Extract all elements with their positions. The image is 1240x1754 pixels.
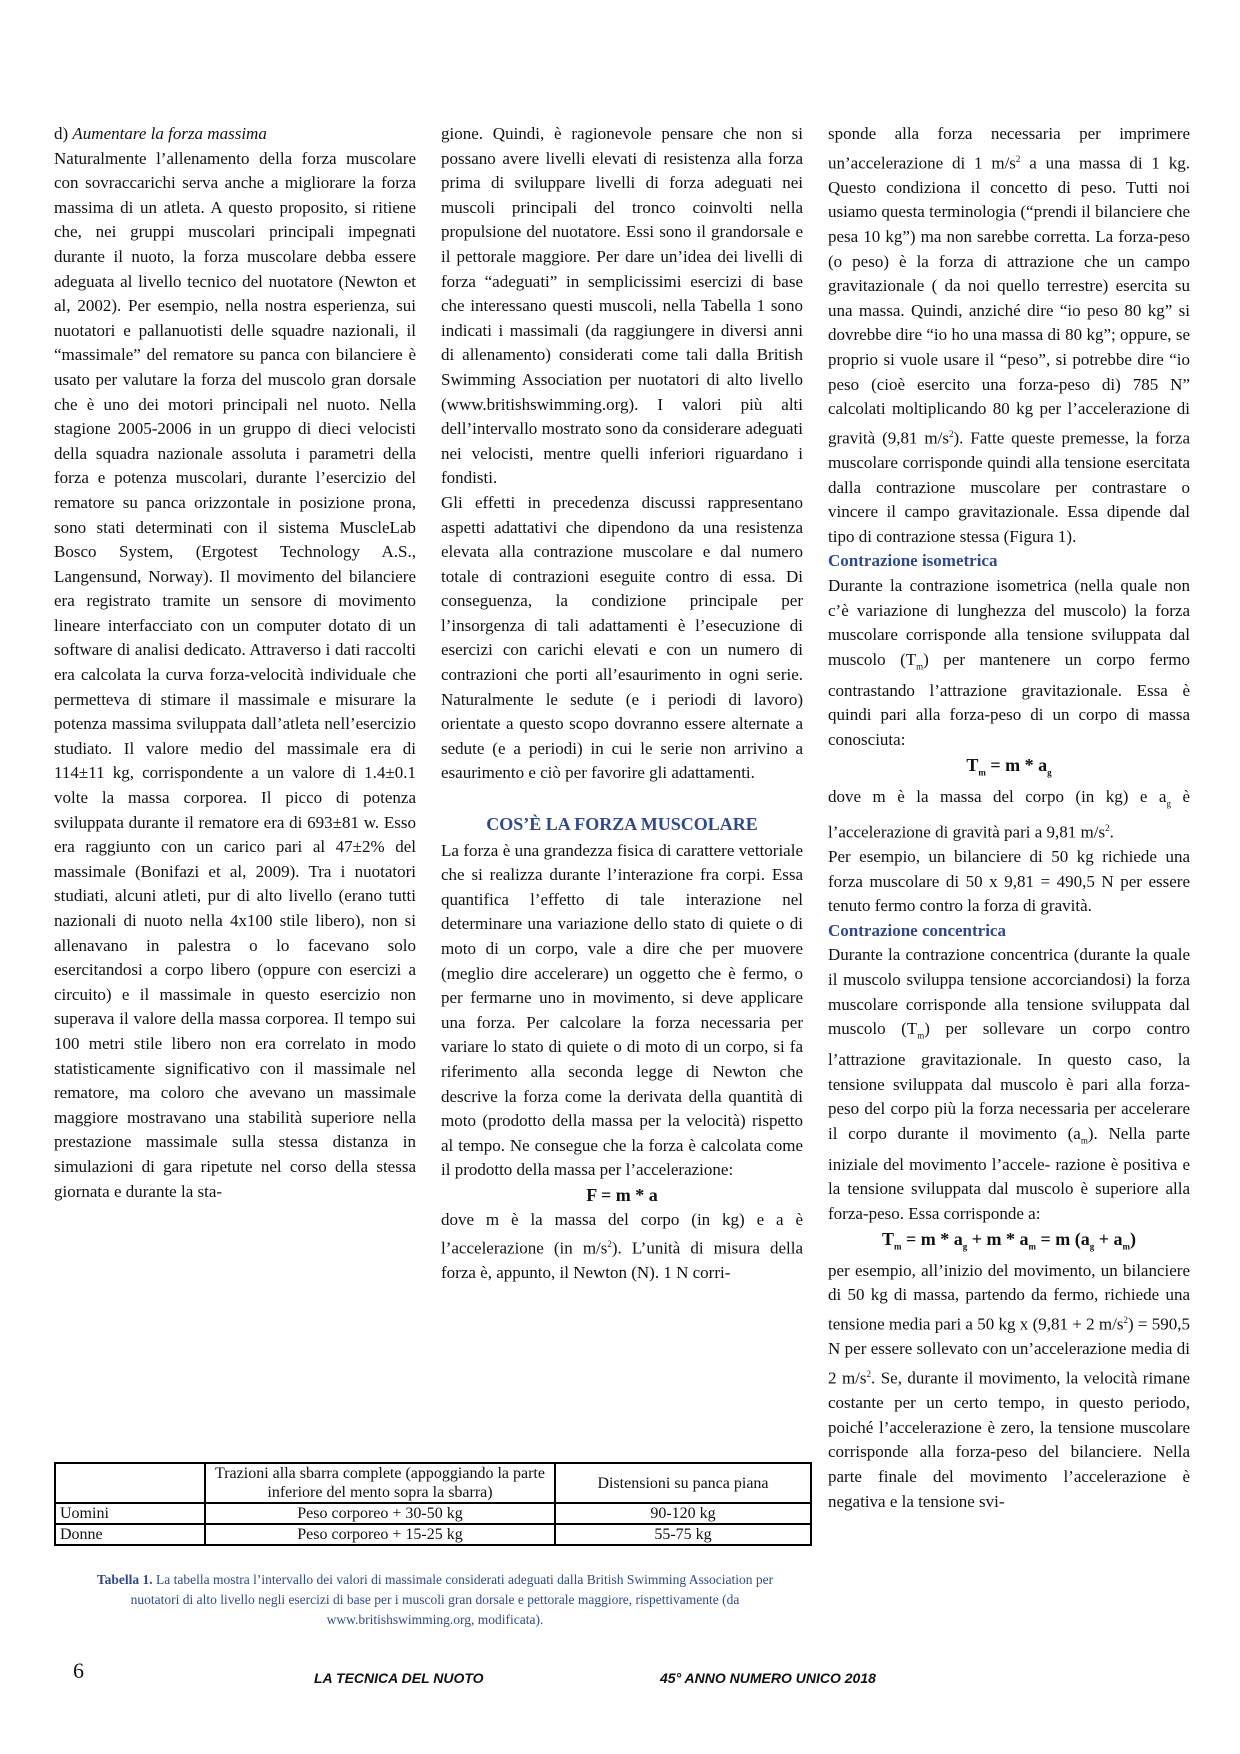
body-paragraph: dove m è la massa del corpo (in kg) e a è l’accelerazione (in $m/s^2$). L’unità di misura della forza è, appunto, il Newton (N). 1 N corri- (441, 1209, 803, 1283)
body-paragraph: Gli effetti in precedenza discussi rappresentano aspetti adattativi che dipendono da una resistenza elevata alla contrazione muscolare e dal numero totale di contrazioni eseguite contro di essa. Di conseguenza, la condizione principale per l’insorgenza di tali adattamenti è l’esecuzione di esercizi con carichi elevati e con un numero di contrazioni che porti all’esaurimento in ogni serie. Naturalmente le sedute (e i periodi di lavoro) orientate a questo scopo dovranno essere alternate a sedute (e a periodi) in cui le serie non arrivino a esaurimento e ciò per favorire gli adattamenti. (441, 492, 803, 783)
column-1 (54, 122, 416, 1204)
table-header-empty (55, 1463, 205, 1503)
massimali-table (54, 1462, 812, 1546)
caption-text: La tabella mostra l’intervallo dei valori di massimale considerati adeguati dalla British Swimming Association per nuotatori di alto livello negli esercizi di base per i muscoli gran dorsale e pettorale maggiore, rispettivamente (da www.britishswimming.org, modificata). (130, 1572, 774, 1627)
cell-bench: 55-75 kg (555, 1524, 811, 1545)
body-paragraph: Durante la contrazione isometrica (nella quale non c’è variazione di lunghezza del muscolo) la forza muscolare corrisponde alla tensione sviluppata dal muscolo $(T_m)$ per mantenere un corpo fermo contrastando l’attrazione gravitazionale. Essa è quindi pari alla forza-peso di un corpo di massa conosciuta: (828, 576, 1190, 749)
body-paragraph: Per esempio, un bilanciere di 50 kg richiede una forza muscolare di 50 x 9,81 = 490,5 N per essere tenuto fermo contro la forza di gravità. (828, 846, 1190, 916)
table-header-pullups: Trazioni alla sbarra complete (appoggiando la parte inferiore del mento sopra la sbarra) (205, 1463, 555, 1503)
section-title: COS’È LA FORZA MUSCOLARE (486, 814, 758, 835)
body-paragraph: sponde alla forza necessaria per imprimere un’accelerazione di 1 $m/s^2$ a una massa di 1 kg. Questo condiziona il concetto di peso. Tutti noi usiamo questa terminologia (“prendi il bilanciere che pesa 10 kg”) ma non sarebbe corretta. La forza-peso (o peso) è la forza di attrazione che un campo gravitazionale ( da noi quello terrestre) esercita su una massa. Quindi, anziché dire “io peso 80 kg” si dovrebbe dire “io ho una massa di 80 kg”; oppure, se proprio si vuole usare il “peso”, si potrebbe dire “io peso (cioè esercito una forza-peso di) 785 N” calcolati moltiplicando 80 kg per l’accelerazione di gravità (9,81 $m/s^2$). Fatte queste premesse, la forza muscolare corrisponde quindi alla tensione esercitata dalla contrazione muscolare per contrastare o vincere il campo gravitazionale. Essa dipende dal tipo di contrazione stessa (Figura 1). (828, 124, 1191, 546)
cell-bench: 90-120 kg (555, 1503, 811, 1524)
row-label: Uomini (55, 1503, 205, 1524)
caption-label: Tabella 1. (96, 1572, 153, 1587)
cell-pullups: Peso corporeo + 30-50 kg (205, 1503, 555, 1524)
column-2 (441, 122, 803, 1286)
body-paragraph: dove m è la massa del corpo (in kg) e $a_g$ è l’accelerazione di gravità pari a 9,81 $m/s^2$. (828, 786, 1191, 842)
table-header-row (55, 1463, 811, 1503)
body-paragraph: per esempio, all’inizio del movimento, un bilanciere di 50 kg di massa, partendo da fermo, richiede una tensione media pari a 50 kg x (9,81 + 2 $m/s^2) = 590,5$ N per essere sollevato con un’accelerazione media di 2 $m/s^2$. Se, durante il movimento, la velocità rimane costante per un certo tempo, in questo periodo, poiché l’accelerazione è zero, la tensione muscolare corrisponde alla forza-peso del bilanciere. Nella parte finale del movimento l’accelerazione è negativa e la tensione svi- (828, 1260, 1191, 1511)
formula-force: F = m * a (586, 1184, 658, 1205)
journal-title: LA TECNICA DEL NUOTO (314, 1670, 484, 1686)
body-paragraph: gione. Quindi, è ragionevole pensare che non si possano avere livelli elevati di resistenza alla forza prima di sviluppare livelli di forza adeguati nei muscoli principali del tronco coinvolti nella propulsione del nuotatore. Essi sono il grandorsale e il pettorale maggiore. Per dare un’idea dei livelli di forza “adeguati” in semplicissimi esercizi di base che interessano questi muscoli, nella Tabella 1 sono indicati i massimali (da raggiungere in diversi anni di allenamento) considerati come tali dalla British Swimming Association per nuotatori di alto livello (www.britishswimming.org). I valori più alti dell’intervallo mostrato sono da considerare adeguati nei velocisti, mentre quelli inferiori riguardano i fondisti. (441, 124, 803, 488)
subheading: d) Aumentare la forza massima (54, 124, 267, 143)
table-row (55, 1524, 811, 1545)
formula-concentric: $T_m = m * a_g + m * a_m = m$ $(a_g + a_m)$ (881, 1228, 1137, 1252)
body-paragraph: Naturalmente l’allenamento della forza muscolare con sovraccarichi serva anche a migliorare la forza massima di un atleta. A questo proposito, si ritiene che, nei gruppi muscolari principali impegnati durante il nuoto, la forza muscolare debba essere adeguata al livello tecnico del nuotatore (Newton et al, 2002). Per esempio, nella nostra esperienza, sui nuotatori e pallanuotisti delle squadre nazionali, il “massimale” del rematore su panca con bilanciere è usato per valutare la forza del muscolo gran dorsale che è uno dei motori principali nel nuoto. Nella stagione 2005-2006 in un gruppo di dieci velocisti della squadra nazionale assoluta i parametri della forza e potenza muscolari, durante l’esercizio del rematore su panca orizzontale in posizione prona, sono stati determinati con il sistema MuscleLab Bosco System, (Ergotest Technology A.S., Langensund, Norway). Il movimento del bilanciere era registrato tramite un sensore di movimento lineare interfacciato con un computer dotato di un software di analisi dedicato. Attraverso i dati raccolti era calcolata la curva forza-velocità individuale che permetteva di stimare il massimale e misurare la potenza massima sviluppata dall’atleta nell’esercizio studiato. Il valore medio del massimale era di 114±11 kg, corrispondente a un valore di 1.4±0.1 volte la massa corporea. Il picco di potenza sviluppata durante il rematore era di 693±81 w. Esso era raggiunto con un carico pari al 47±2% del massimale (Bonifazi et al, 2009). Tra i nuotatori studiati, alcuni atleti, pur di alto livello (erano tutti nazionali di nuoto nella 4x100 stile libero), non si allenavano in palestra o lo facevano solo esercitandosi a corpo libero (oppure con esercizi a circuito) e il massimale in questo esercizio non superava il valore della massa corporea. Il tempo sui 100 metri stile libero non era correlato in modo statisticamente significativo con il massimale nel rematore, ma coloro che avevano un massimale maggiore mostravano una stabilità superiore nella prestazione massimale sulla stessa distanza in simulazioni di gara ripetute nel corso della stessa giornata e durante la sta- (54, 148, 416, 1201)
table-1 (54, 1462, 812, 1546)
body-paragraph: Durante la contrazione concentrica (durante la quale il muscolo sviluppa tensione accorciandosi) la forza muscolare corrisponde alla tensione sviluppata dal muscolo $(T_m)$ per sollevare un corpo contro l’attrazione gravitazionale. In questo caso, la tensione sviluppata dal muscolo è pari alla forza-peso del corpo più la forza necessaria per accelerare il corpo durante il movimento $(a_m)$. Nella parte iniziale del movimento l’accele- razione è positiva e la tensione sviluppata dal muscolo è superiore alla forza-peso. Essa corrisponde a: (828, 945, 1191, 1224)
table-header-bench: Distensioni su panca piana (555, 1463, 811, 1503)
subsection-concentric: Contrazione concentrica (828, 920, 1006, 940)
formula-isometric: $T_m = m * a_g$ (966, 754, 1052, 778)
table-row (55, 1503, 811, 1524)
table-caption (80, 1570, 790, 1630)
subsection-isometric: Contrazione isometrica (828, 551, 998, 571)
subheading-title: Aumentare la forza massima (72, 124, 267, 143)
issue-info: 45° ANNO NUMERO UNICO 2018 (660, 1670, 876, 1686)
column-3 (828, 122, 1190, 1514)
cell-pullups: Peso corporeo + 15-25 kg (205, 1524, 555, 1545)
page-number: 6 (73, 1658, 84, 1683)
body-paragraph: La forza è una grandezza fisica di carattere vettoriale che si realizza durante l’interazione fra corpi. Essa quantifica l’effetto di tale interazione nel determinare una variazione dello stato di quiete o di moto di un corpo, vale a dire che per muovere (meglio dire accelerare) un oggetto che è fermo, o per fermarne uno in movimento, si deve applicare una forza. Per calcolare la forza necessaria per variare lo stato di quiete o di moto di un corpo, si fa riferimento alla seconda legge di Newton che descrive la forza come la derivata della quantità di moto (prodotto della massa per la velocità) rispetto al tempo. Ne consegue che la forza è calcolata come il prodotto della massa per l’accelerazione: (441, 840, 803, 1180)
row-label: Donne (55, 1524, 205, 1545)
